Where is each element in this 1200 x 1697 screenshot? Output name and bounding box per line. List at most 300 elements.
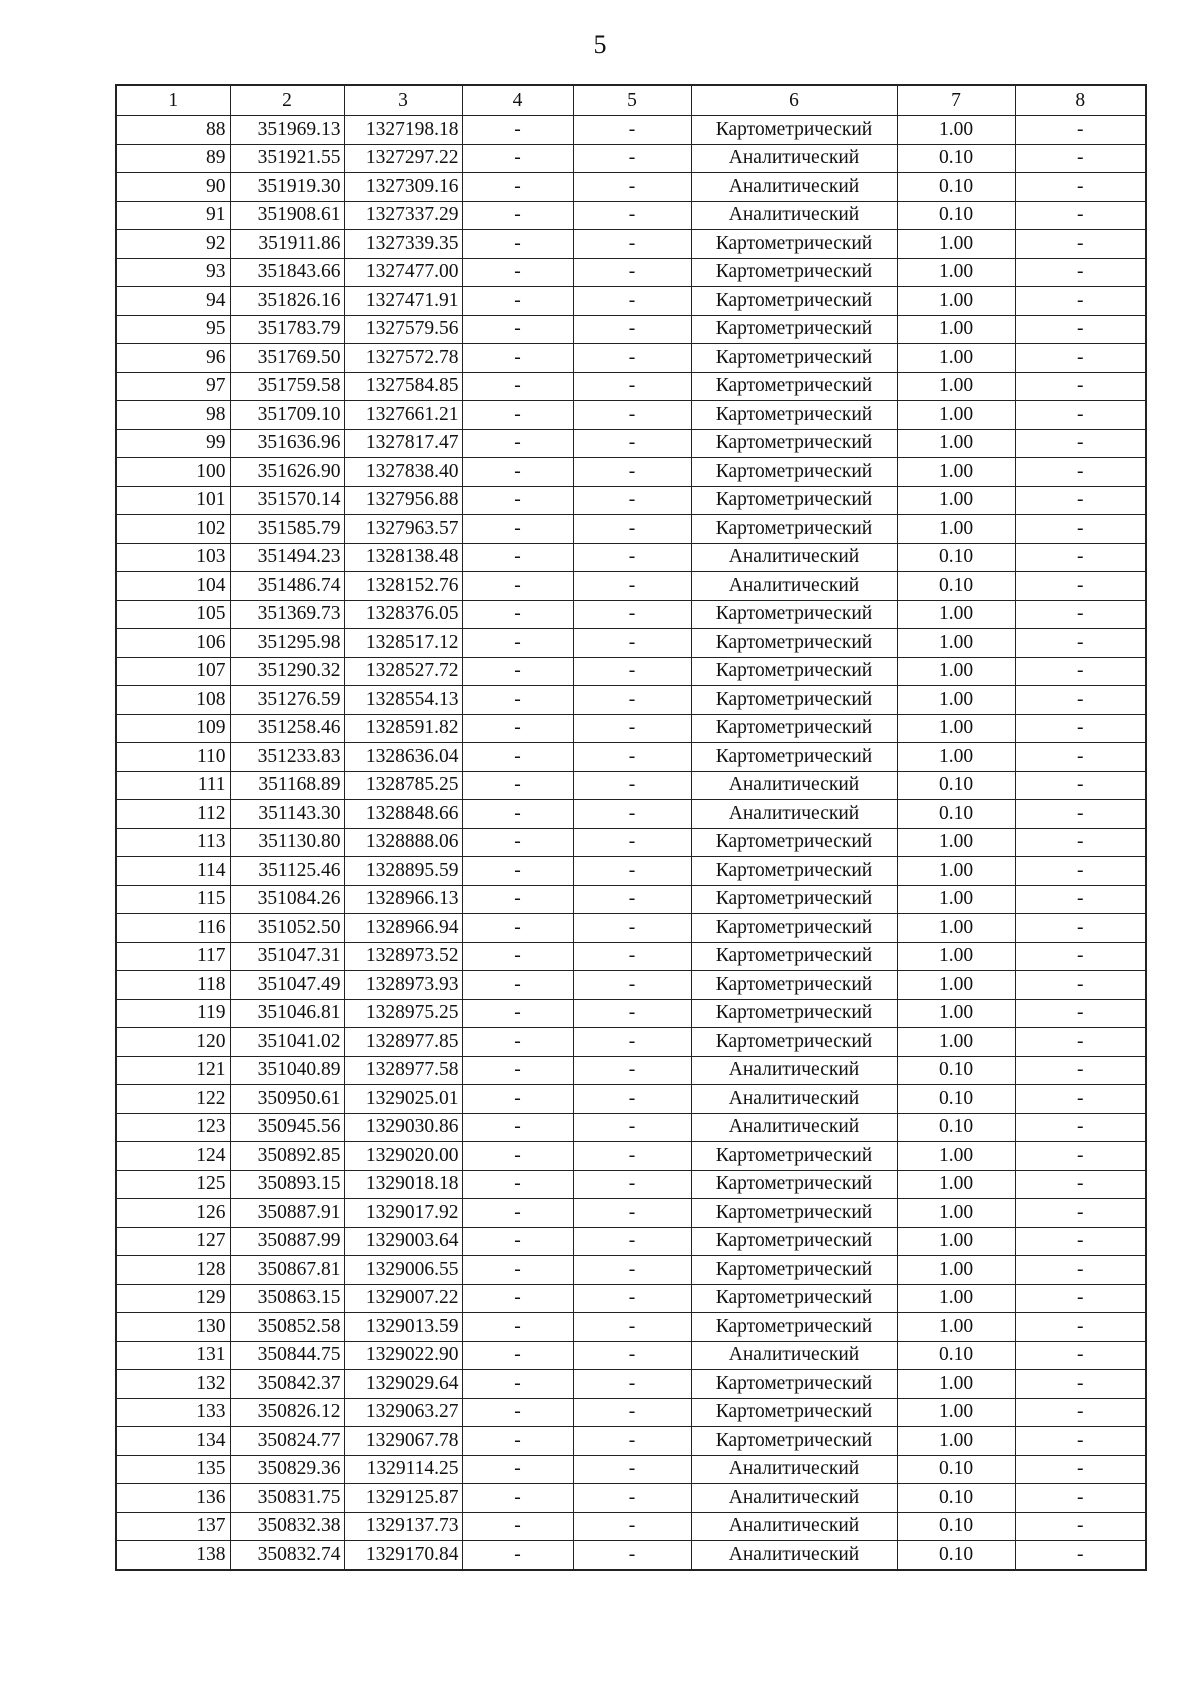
table-row <box>116 344 1146 373</box>
cell-col-4-value: - <box>462 629 573 658</box>
cell-y-coordinate: 1327477.00 <box>344 258 462 287</box>
cell-col-8-value: - <box>1015 629 1146 658</box>
cell-col-5-value: - <box>573 515 691 544</box>
cell-accuracy: 1.00 <box>897 629 1015 658</box>
table-row <box>116 800 1146 829</box>
cell-col-4-value: - <box>462 1199 573 1228</box>
cell-x-coordinate: 351769.50 <box>230 344 344 373</box>
cell-col-5-value: - <box>573 714 691 743</box>
cell-method: Картометрический <box>691 230 897 259</box>
cell-accuracy: 1.00 <box>897 714 1015 743</box>
cell-x-coordinate: 351759.58 <box>230 372 344 401</box>
table-row <box>116 315 1146 344</box>
cell-col-8-value: - <box>1015 1199 1146 1228</box>
table-row <box>116 1256 1146 1285</box>
cell-point-number: 130 <box>116 1313 230 1342</box>
cell-col-4-value: - <box>462 1142 573 1171</box>
cell-col-4-value: - <box>462 1512 573 1541</box>
cell-col-8-value: - <box>1015 572 1146 601</box>
cell-x-coordinate: 350826.12 <box>230 1398 344 1427</box>
cell-x-coordinate: 350863.15 <box>230 1284 344 1313</box>
cell-col-8-value: - <box>1015 771 1146 800</box>
table-row <box>116 458 1146 487</box>
cell-col-4-value: - <box>462 1341 573 1370</box>
cell-col-4-value: - <box>462 1455 573 1484</box>
column-header-3: 3 <box>344 85 462 116</box>
cell-method: Картометрический <box>691 258 897 287</box>
cell-y-coordinate: 1329006.55 <box>344 1256 462 1285</box>
cell-col-5-value: - <box>573 600 691 629</box>
cell-method: Картометрический <box>691 315 897 344</box>
table-row <box>116 629 1146 658</box>
coordinates-table <box>115 84 1147 1571</box>
cell-accuracy: 1.00 <box>897 971 1015 1000</box>
cell-point-number: 91 <box>116 201 230 230</box>
cell-point-number: 114 <box>116 857 230 886</box>
column-header-6: 6 <box>691 85 897 116</box>
cell-method: Картометрический <box>691 1313 897 1342</box>
cell-y-coordinate: 1329018.18 <box>344 1170 462 1199</box>
cell-point-number: 116 <box>116 914 230 943</box>
cell-y-coordinate: 1328848.66 <box>344 800 462 829</box>
table-row <box>116 600 1146 629</box>
cell-y-coordinate: 1328888.06 <box>344 828 462 857</box>
cell-x-coordinate: 351636.96 <box>230 429 344 458</box>
cell-col-4-value: - <box>462 714 573 743</box>
cell-point-number: 119 <box>116 999 230 1028</box>
cell-method: Картометрический <box>691 1427 897 1456</box>
table-row <box>116 1541 1146 1570</box>
table-row <box>116 771 1146 800</box>
cell-accuracy: 0.10 <box>897 1484 1015 1513</box>
cell-method: Аналитический <box>691 771 897 800</box>
table-row <box>116 1142 1146 1171</box>
cell-col-4-value: - <box>462 572 573 601</box>
cell-col-8-value: - <box>1015 201 1146 230</box>
cell-x-coordinate: 351168.89 <box>230 771 344 800</box>
cell-accuracy: 1.00 <box>897 486 1015 515</box>
cell-point-number: 111 <box>116 771 230 800</box>
cell-col-8-value: - <box>1015 1341 1146 1370</box>
cell-col-4-value: - <box>462 543 573 572</box>
table-row <box>116 1484 1146 1513</box>
cell-method: Картометрический <box>691 914 897 943</box>
cell-point-number: 117 <box>116 942 230 971</box>
cell-col-4-value: - <box>462 144 573 173</box>
cell-y-coordinate: 1328975.25 <box>344 999 462 1028</box>
cell-col-5-value: - <box>573 1085 691 1114</box>
cell-col-4-value: - <box>462 515 573 544</box>
table-row <box>116 515 1146 544</box>
cell-point-number: 128 <box>116 1256 230 1285</box>
cell-x-coordinate: 351783.79 <box>230 315 344 344</box>
cell-accuracy: 1.00 <box>897 258 1015 287</box>
table-row <box>116 857 1146 886</box>
cell-method: Картометрический <box>691 942 897 971</box>
cell-col-4-value: - <box>462 1313 573 1342</box>
cell-point-number: 133 <box>116 1398 230 1427</box>
cell-col-5-value: - <box>573 1256 691 1285</box>
table-row <box>116 657 1146 686</box>
table-row <box>116 372 1146 401</box>
table-row <box>116 572 1146 601</box>
cell-y-coordinate: 1328977.58 <box>344 1056 462 1085</box>
cell-y-coordinate: 1328895.59 <box>344 857 462 886</box>
column-header-8: 8 <box>1015 85 1146 116</box>
table-row <box>116 999 1146 1028</box>
cell-point-number: 136 <box>116 1484 230 1513</box>
cell-y-coordinate: 1329022.90 <box>344 1341 462 1370</box>
cell-method: Аналитический <box>691 543 897 572</box>
cell-col-5-value: - <box>573 914 691 943</box>
cell-point-number: 109 <box>116 714 230 743</box>
cell-method: Картометрический <box>691 344 897 373</box>
table-row <box>116 258 1146 287</box>
cell-col-4-value: - <box>462 1085 573 1114</box>
cell-x-coordinate: 350831.75 <box>230 1484 344 1513</box>
cell-point-number: 93 <box>116 258 230 287</box>
cell-accuracy: 1.00 <box>897 287 1015 316</box>
cell-method: Картометрический <box>691 885 897 914</box>
cell-col-5-value: - <box>573 372 691 401</box>
page-number: 5 <box>593 30 607 59</box>
cell-col-4-value: - <box>462 1227 573 1256</box>
cell-col-8-value: - <box>1015 401 1146 430</box>
cell-col-8-value: - <box>1015 828 1146 857</box>
cell-col-4-value: - <box>462 1484 573 1513</box>
cell-y-coordinate: 1329063.27 <box>344 1398 462 1427</box>
cell-x-coordinate: 351911.86 <box>230 230 344 259</box>
cell-x-coordinate: 351290.32 <box>230 657 344 686</box>
table-row <box>116 287 1146 316</box>
cell-col-4-value: - <box>462 401 573 430</box>
cell-y-coordinate: 1327838.40 <box>344 458 462 487</box>
cell-col-5-value: - <box>573 1541 691 1570</box>
cell-x-coordinate: 350832.38 <box>230 1512 344 1541</box>
cell-col-5-value: - <box>573 1199 691 1228</box>
cell-x-coordinate: 351369.73 <box>230 600 344 629</box>
cell-y-coordinate: 1328966.94 <box>344 914 462 943</box>
cell-x-coordinate: 351826.16 <box>230 287 344 316</box>
cell-point-number: 89 <box>116 144 230 173</box>
cell-col-4-value: - <box>462 1427 573 1456</box>
cell-accuracy: 0.10 <box>897 800 1015 829</box>
cell-col-4-value: - <box>462 828 573 857</box>
table-row <box>116 1170 1146 1199</box>
cell-method: Аналитический <box>691 1484 897 1513</box>
cell-y-coordinate: 1327661.21 <box>344 401 462 430</box>
cell-method: Картометрический <box>691 971 897 1000</box>
cell-accuracy: 1.00 <box>897 1284 1015 1313</box>
cell-col-8-value: - <box>1015 230 1146 259</box>
cell-point-number: 134 <box>116 1427 230 1456</box>
table-row <box>116 743 1146 772</box>
cell-col-4-value: - <box>462 1398 573 1427</box>
cell-point-number: 123 <box>116 1113 230 1142</box>
table-body <box>116 116 1146 1570</box>
cell-point-number: 126 <box>116 1199 230 1228</box>
cell-col-4-value: - <box>462 429 573 458</box>
cell-method: Аналитический <box>691 173 897 202</box>
cell-x-coordinate: 351626.90 <box>230 458 344 487</box>
cell-x-coordinate: 350945.56 <box>230 1113 344 1142</box>
cell-col-8-value: - <box>1015 657 1146 686</box>
cell-accuracy: 1.00 <box>897 1142 1015 1171</box>
cell-method: Картометрический <box>691 1370 897 1399</box>
cell-x-coordinate: 351143.30 <box>230 800 344 829</box>
cell-col-8-value: - <box>1015 1085 1146 1114</box>
cell-method: Картометрический <box>691 999 897 1028</box>
cell-method: Картометрический <box>691 857 897 886</box>
cell-accuracy: 0.10 <box>897 1455 1015 1484</box>
cell-y-coordinate: 1329125.87 <box>344 1484 462 1513</box>
cell-y-coordinate: 1328376.05 <box>344 600 462 629</box>
cell-col-5-value: - <box>573 173 691 202</box>
cell-point-number: 135 <box>116 1455 230 1484</box>
cell-method: Картометрический <box>691 714 897 743</box>
cell-accuracy: 0.10 <box>897 1512 1015 1541</box>
cell-col-8-value: - <box>1015 600 1146 629</box>
cell-col-4-value: - <box>462 173 573 202</box>
cell-col-8-value: - <box>1015 1113 1146 1142</box>
cell-accuracy: 0.10 <box>897 201 1015 230</box>
cell-y-coordinate: 1328591.82 <box>344 714 462 743</box>
cell-accuracy: 0.10 <box>897 144 1015 173</box>
cell-method: Картометрический <box>691 1028 897 1057</box>
cell-accuracy: 1.00 <box>897 1028 1015 1057</box>
cell-y-coordinate: 1327963.57 <box>344 515 462 544</box>
cell-col-5-value: - <box>573 686 691 715</box>
cell-method: Картометрический <box>691 600 897 629</box>
cell-col-8-value: - <box>1015 1370 1146 1399</box>
cell-accuracy: 0.10 <box>897 173 1015 202</box>
cell-col-5-value: - <box>573 629 691 658</box>
cell-x-coordinate: 350893.15 <box>230 1170 344 1199</box>
cell-col-8-value: - <box>1015 1256 1146 1285</box>
cell-x-coordinate: 351258.46 <box>230 714 344 743</box>
cell-col-5-value: - <box>573 800 691 829</box>
cell-accuracy: 1.00 <box>897 116 1015 145</box>
cell-point-number: 92 <box>116 230 230 259</box>
cell-accuracy: 0.10 <box>897 1113 1015 1142</box>
cell-point-number: 101 <box>116 486 230 515</box>
cell-point-number: 122 <box>116 1085 230 1114</box>
cell-col-4-value: - <box>462 116 573 145</box>
cell-point-number: 106 <box>116 629 230 658</box>
cell-col-5-value: - <box>573 144 691 173</box>
cell-col-5-value: - <box>573 1427 691 1456</box>
cell-col-8-value: - <box>1015 1541 1146 1570</box>
cell-x-coordinate: 351047.31 <box>230 942 344 971</box>
cell-point-number: 131 <box>116 1341 230 1370</box>
cell-point-number: 96 <box>116 344 230 373</box>
cell-x-coordinate: 351046.81 <box>230 999 344 1028</box>
cell-col-4-value: - <box>462 800 573 829</box>
cell-accuracy: 0.10 <box>897 543 1015 572</box>
cell-col-5-value: - <box>573 1170 691 1199</box>
cell-col-5-value: - <box>573 201 691 230</box>
table-row <box>116 914 1146 943</box>
cell-y-coordinate: 1327584.85 <box>344 372 462 401</box>
cell-col-4-value: - <box>462 258 573 287</box>
cell-point-number: 127 <box>116 1227 230 1256</box>
cell-col-4-value: - <box>462 1170 573 1199</box>
cell-x-coordinate: 351921.55 <box>230 144 344 173</box>
table-row <box>116 1341 1146 1370</box>
cell-accuracy: 1.00 <box>897 230 1015 259</box>
cell-col-5-value: - <box>573 116 691 145</box>
cell-col-8-value: - <box>1015 1028 1146 1057</box>
cell-x-coordinate: 351276.59 <box>230 686 344 715</box>
cell-x-coordinate: 350887.99 <box>230 1227 344 1256</box>
column-header-4: 4 <box>462 85 573 116</box>
cell-point-number: 115 <box>116 885 230 914</box>
table-row <box>116 1227 1146 1256</box>
cell-accuracy: 1.00 <box>897 1398 1015 1427</box>
cell-col-5-value: - <box>573 999 691 1028</box>
cell-col-4-value: - <box>462 287 573 316</box>
cell-col-5-value: - <box>573 971 691 1000</box>
cell-method: Картометрический <box>691 1227 897 1256</box>
cell-col-8-value: - <box>1015 999 1146 1028</box>
cell-col-5-value: - <box>573 857 691 886</box>
cell-point-number: 112 <box>116 800 230 829</box>
column-header-1: 1 <box>116 85 230 116</box>
cell-y-coordinate: 1328517.12 <box>344 629 462 658</box>
cell-method: Аналитический <box>691 1341 897 1370</box>
table-row <box>116 1398 1146 1427</box>
cell-col-4-value: - <box>462 486 573 515</box>
column-header-5: 5 <box>573 85 691 116</box>
cell-col-8-value: - <box>1015 971 1146 1000</box>
cell-col-8-value: - <box>1015 173 1146 202</box>
cell-accuracy: 0.10 <box>897 1341 1015 1370</box>
cell-method: Картометрический <box>691 116 897 145</box>
cell-point-number: 103 <box>116 543 230 572</box>
cell-col-4-value: - <box>462 372 573 401</box>
cell-accuracy: 1.00 <box>897 914 1015 943</box>
cell-col-8-value: - <box>1015 116 1146 145</box>
table-row <box>116 1370 1146 1399</box>
cell-col-8-value: - <box>1015 1512 1146 1541</box>
cell-col-8-value: - <box>1015 287 1146 316</box>
cell-col-4-value: - <box>462 315 573 344</box>
cell-y-coordinate: 1329013.59 <box>344 1313 462 1342</box>
cell-method: Аналитический <box>691 1113 897 1142</box>
cell-x-coordinate: 351047.49 <box>230 971 344 1000</box>
cell-accuracy: 1.00 <box>897 315 1015 344</box>
table-row <box>116 230 1146 259</box>
cell-accuracy: 0.10 <box>897 1541 1015 1570</box>
cell-col-4-value: - <box>462 857 573 886</box>
cell-method: Картометрический <box>691 828 897 857</box>
cell-col-8-value: - <box>1015 1313 1146 1342</box>
cell-method: Картометрический <box>691 743 897 772</box>
cell-y-coordinate: 1327297.22 <box>344 144 462 173</box>
cell-col-4-value: - <box>462 458 573 487</box>
cell-y-coordinate: 1327337.29 <box>344 201 462 230</box>
cell-point-number: 90 <box>116 173 230 202</box>
cell-method: Картометрический <box>691 1284 897 1313</box>
cell-col-4-value: - <box>462 600 573 629</box>
cell-col-4-value: - <box>462 1541 573 1570</box>
cell-col-8-value: - <box>1015 1427 1146 1456</box>
cell-point-number: 120 <box>116 1028 230 1057</box>
cell-point-number: 105 <box>116 600 230 629</box>
table-row <box>116 486 1146 515</box>
cell-col-5-value: - <box>573 458 691 487</box>
cell-y-coordinate: 1328554.13 <box>344 686 462 715</box>
cell-point-number: 125 <box>116 1170 230 1199</box>
cell-col-5-value: - <box>573 1142 691 1171</box>
cell-col-5-value: - <box>573 486 691 515</box>
table-row <box>116 942 1146 971</box>
cell-col-8-value: - <box>1015 315 1146 344</box>
cell-accuracy: 0.10 <box>897 771 1015 800</box>
cell-col-8-value: - <box>1015 857 1146 886</box>
cell-y-coordinate: 1328973.52 <box>344 942 462 971</box>
cell-accuracy: 0.10 <box>897 1085 1015 1114</box>
cell-accuracy: 1.00 <box>897 1427 1015 1456</box>
cell-x-coordinate: 351585.79 <box>230 515 344 544</box>
cell-col-5-value: - <box>573 1512 691 1541</box>
cell-point-number: 88 <box>116 116 230 145</box>
cell-y-coordinate: 1327198.18 <box>344 116 462 145</box>
cell-method: Картометрический <box>691 429 897 458</box>
cell-col-4-value: - <box>462 971 573 1000</box>
cell-accuracy: 1.00 <box>897 344 1015 373</box>
table-row <box>116 1113 1146 1142</box>
cell-point-number: 102 <box>116 515 230 544</box>
table-row <box>116 401 1146 430</box>
cell-y-coordinate: 1327817.47 <box>344 429 462 458</box>
cell-col-8-value: - <box>1015 914 1146 943</box>
cell-col-5-value: - <box>573 344 691 373</box>
cell-y-coordinate: 1327572.78 <box>344 344 462 373</box>
cell-method: Аналитический <box>691 1085 897 1114</box>
cell-x-coordinate: 350829.36 <box>230 1455 344 1484</box>
cell-y-coordinate: 1329114.25 <box>344 1455 462 1484</box>
table-row <box>116 1512 1146 1541</box>
cell-accuracy: 1.00 <box>897 1227 1015 1256</box>
cell-y-coordinate: 1329170.84 <box>344 1541 462 1570</box>
cell-col-4-value: - <box>462 1113 573 1142</box>
table-row <box>116 1313 1146 1342</box>
table-row <box>116 144 1146 173</box>
cell-point-number: 138 <box>116 1541 230 1570</box>
cell-accuracy: 1.00 <box>897 885 1015 914</box>
cell-x-coordinate: 351084.26 <box>230 885 344 914</box>
cell-x-coordinate: 351494.23 <box>230 543 344 572</box>
cell-col-8-value: - <box>1015 1142 1146 1171</box>
cell-method: Аналитический <box>691 1541 897 1570</box>
cell-accuracy: 1.00 <box>897 999 1015 1028</box>
cell-col-8-value: - <box>1015 258 1146 287</box>
table-row <box>116 1199 1146 1228</box>
cell-x-coordinate: 351486.74 <box>230 572 344 601</box>
cell-col-5-value: - <box>573 1370 691 1399</box>
cell-col-8-value: - <box>1015 515 1146 544</box>
cell-col-4-value: - <box>462 771 573 800</box>
cell-col-5-value: - <box>573 572 691 601</box>
cell-point-number: 108 <box>116 686 230 715</box>
cell-accuracy: 1.00 <box>897 1199 1015 1228</box>
cell-x-coordinate: 351969.13 <box>230 116 344 145</box>
table-row <box>116 885 1146 914</box>
cell-x-coordinate: 351040.89 <box>230 1056 344 1085</box>
cell-x-coordinate: 351130.80 <box>230 828 344 857</box>
cell-accuracy: 1.00 <box>897 828 1015 857</box>
